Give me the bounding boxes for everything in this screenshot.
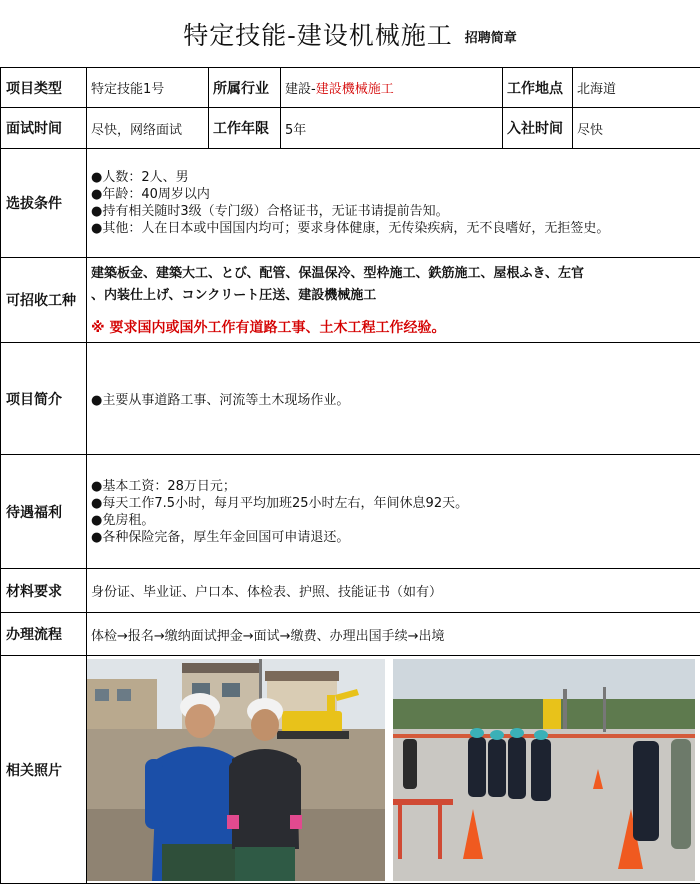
type-value: 特定技能1号 bbox=[87, 68, 209, 108]
trades-content bbox=[87, 258, 700, 343]
industry-value bbox=[281, 68, 503, 108]
process-text: 体检→报名→缴纳面试押金→面试→缴费、办理出国手续→出境 bbox=[87, 613, 700, 656]
materials-label: 材料要求 bbox=[1, 569, 87, 613]
years-label: 工作年限 bbox=[209, 108, 281, 149]
benefit-item: ●基本工资：28万日元； bbox=[91, 478, 236, 494]
benefits-label: 待遇福利 bbox=[1, 455, 87, 569]
industry-label: 所属行业 bbox=[209, 68, 281, 108]
industry-prefix: 建設- bbox=[285, 82, 316, 97]
title-row bbox=[0, 0, 700, 67]
photos-label: 相关照片 bbox=[1, 656, 87, 884]
years-value: 5年 bbox=[281, 108, 503, 149]
row-basic bbox=[1, 68, 700, 108]
row-selection bbox=[1, 149, 700, 258]
type-label: 项目类型 bbox=[1, 68, 87, 108]
row-schedule bbox=[1, 108, 700, 149]
selection-item: ●年龄：40周岁以内 bbox=[91, 187, 210, 202]
selection-label: 选拔条件 bbox=[1, 149, 87, 258]
row-materials bbox=[1, 569, 700, 613]
selection-content bbox=[87, 149, 700, 258]
location-value: 北海道 bbox=[573, 68, 700, 108]
benefits-content bbox=[87, 455, 700, 569]
selection-item: ●其他：人在日本或中国国内均可；要求身体健康，无传染疾病，无不良嗜好，无拒签史。 bbox=[91, 221, 610, 236]
intro-text: ●主要从事道路工事、河流等土木现场作业。 bbox=[87, 343, 700, 455]
photos-cell bbox=[87, 656, 700, 884]
join-label: 入社时间 bbox=[503, 108, 573, 149]
row-photos bbox=[1, 656, 700, 884]
worker-photo bbox=[87, 659, 385, 881]
training-site-photo bbox=[393, 659, 695, 881]
interview-value: 尽快，网络面试 bbox=[87, 108, 209, 149]
process-label: 办理流程 bbox=[1, 613, 87, 656]
trades-warning: ※ 要求国内或国外工作有道路工事、土木工程工作经验。 bbox=[91, 320, 446, 336]
industry-highlight: 建設機械施工 bbox=[315, 82, 394, 97]
trades-line: 、内装仕上げ、コンクリート圧送、建設機械施工 bbox=[91, 288, 377, 303]
benefit-item: ●免房租。 bbox=[91, 512, 155, 528]
location-label: 工作地点 bbox=[503, 68, 573, 108]
trades-line: 建築板金、建築大工、とび、配管、保温保冷、型枠施工、鉄筋施工、屋根ふき、左官 bbox=[91, 266, 584, 281]
page-subtitle: 招聘简章 bbox=[464, 31, 517, 46]
join-value: 尽快 bbox=[573, 108, 700, 149]
benefit-item: ●每天工作7.5小时，每月平均加班25小时左右，年间休息92天。 bbox=[91, 495, 469, 511]
row-intro bbox=[1, 343, 700, 455]
intro-label: 项目简介 bbox=[1, 343, 87, 455]
info-table bbox=[0, 67, 700, 884]
trades-label: 可招收工种 bbox=[1, 258, 87, 343]
benefit-item: ●各种保险完备，厚生年金回国可申请退还。 bbox=[91, 529, 350, 545]
photo-strip bbox=[87, 657, 700, 883]
interview-label: 面试时间 bbox=[1, 108, 87, 149]
row-benefits bbox=[1, 455, 700, 569]
row-trades bbox=[1, 258, 700, 343]
selection-item: ●人数：2人、男 bbox=[91, 170, 189, 185]
selection-item: ●持有相关随时3级（专门级）合格证书，无证书请提前告知。 bbox=[91, 204, 449, 219]
row-process bbox=[1, 613, 700, 656]
materials-text: 身份证、毕业证、户口本、体检表、护照、技能证书（如有） bbox=[87, 569, 700, 613]
page-title: 特定技能-建设机械施工 bbox=[183, 20, 453, 50]
